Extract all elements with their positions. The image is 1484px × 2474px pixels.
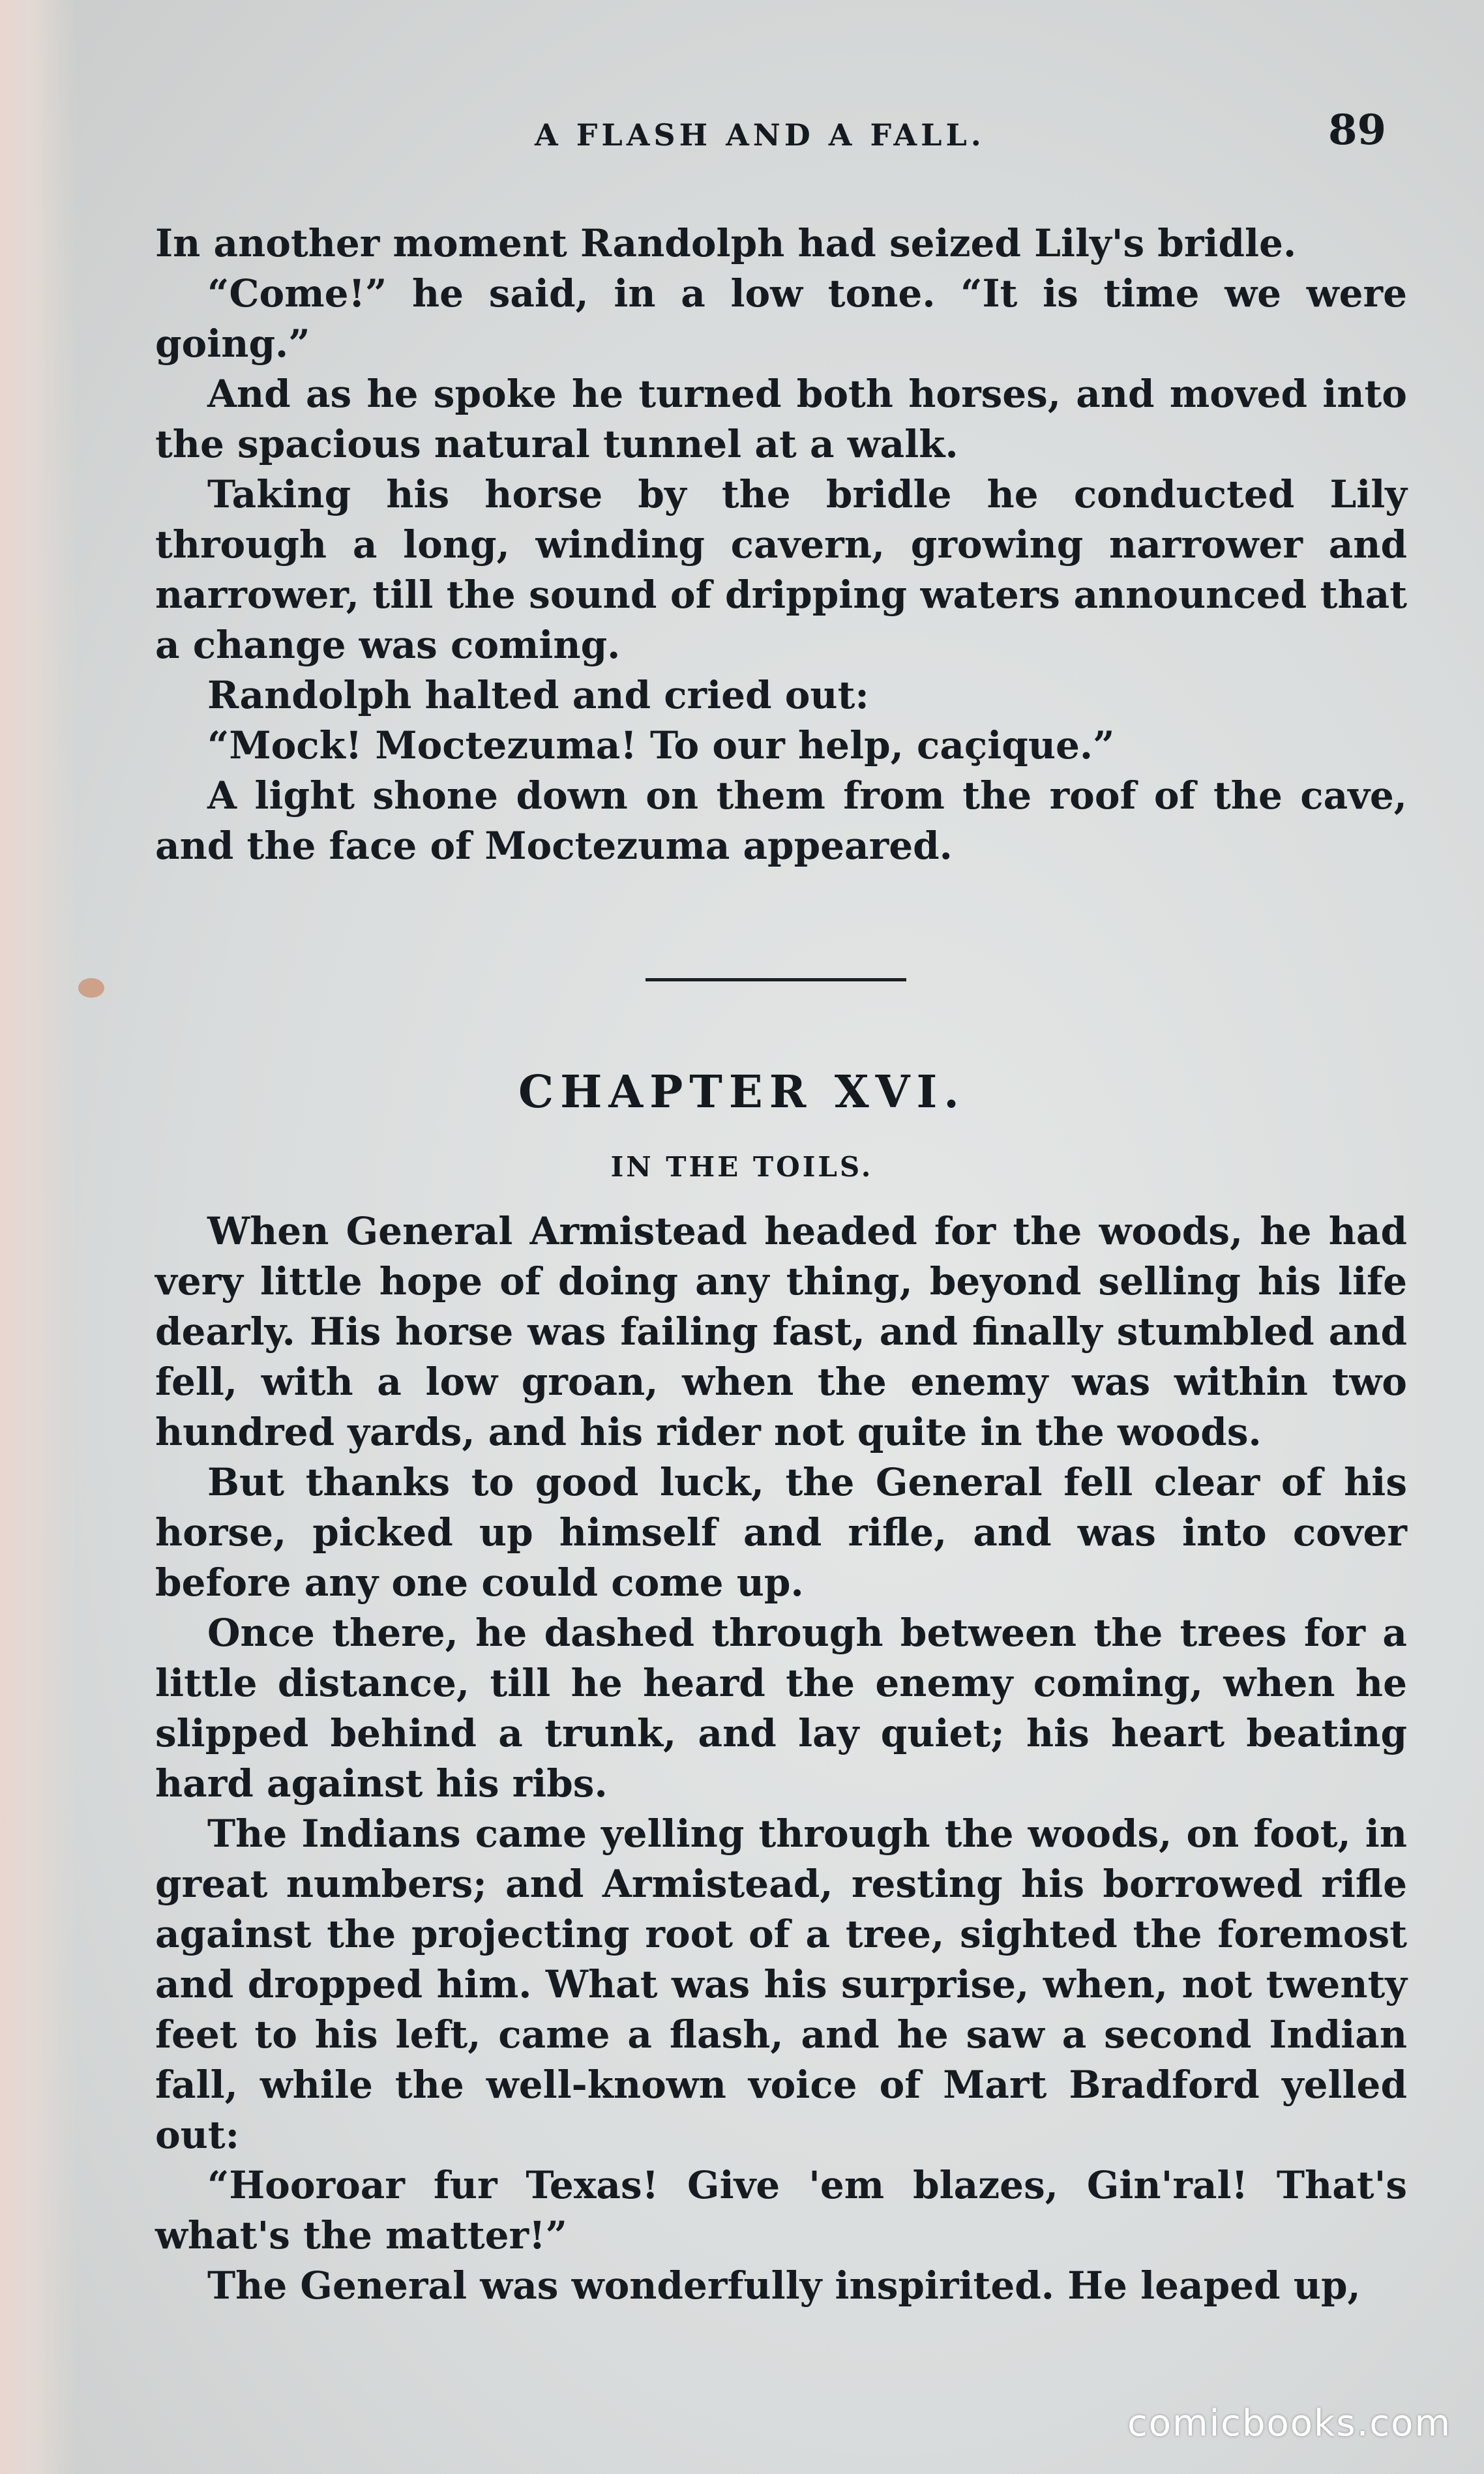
paragraph: A light shone down on them from the roof of the cave, and the face of Moctezuma appeared. xyxy=(155,773,1407,868)
section-two-text xyxy=(155,1206,1407,2311)
paragraph: When General Armistead headed for the woods, he had very little hope of doing any thing, beyond selling his life dearly. His horse was failing fast, and finally stumbled and fell, with a low groan, when the enemy was within two hundred yards, and his rider not quite in the woods. xyxy=(155,1209,1407,1454)
paragraph: In another moment Randolph had seized Lily's bridle. xyxy=(155,221,1297,265)
paragraph: Taking his horse by the bridle he conducted Lily through a long, winding cavern, growing narrower and narrower, till the sound of dripping waters announced that a change was coming. xyxy=(155,472,1407,667)
paragraph: Once there, he dashed through between the trees for a little distance, till he heard the enemy coming, when he slipped behind a trunk, and lay quiet; his heart beating hard against his ribs. xyxy=(155,1611,1407,1806)
chapter-subtitle: IN THE TOILS. xyxy=(610,1151,874,1183)
page-edge-discoloration xyxy=(0,0,78,2474)
paragraph: But thanks to good luck, the General fell clear of his horse, picked up himself and rifle, and was into cover before any one could come up. xyxy=(155,1460,1407,1605)
page-stain xyxy=(78,978,104,998)
chapter-title: CHAPTER XVI. xyxy=(518,1066,966,1118)
paragraph: Randolph halted and cried out: xyxy=(207,673,869,717)
section-one-text xyxy=(155,218,1407,871)
running-title: A FLASH AND A FALL. xyxy=(535,117,985,153)
watermark: comicbooks.com xyxy=(1127,2402,1451,2445)
paragraph: “Come!” he said, in a low tone. “It is time we were going.” xyxy=(155,271,1407,366)
paragraph: And as he spoke he turned both horses, and moved into the spacious natural tunnel at a walk. xyxy=(155,372,1407,466)
paragraph: “Mock! Moctezuma! To our help, caçique.” xyxy=(207,723,1115,768)
paragraph: “Hooroar fur Texas! Give 'em blazes, Gin'ral! That's what's the matter!” xyxy=(155,2163,1407,2258)
paragraph: The Indians came yelling through the woods, on foot, in great numbers; and Armistead, resting his borrowed rifle against the projecting root of a tree, sighted the foremost and dropped him. What was his surprise, when, not twenty feet to his left, came a flash, and he saw a second Indian fall, while the well-known voice of Mart Bradford yelled out: xyxy=(155,1811,1407,2157)
section-divider-rule xyxy=(646,978,906,981)
page-number: 89 xyxy=(1328,106,1386,155)
paragraph: The General was wonderfully inspirited. He leaped up, xyxy=(207,2263,1361,2308)
